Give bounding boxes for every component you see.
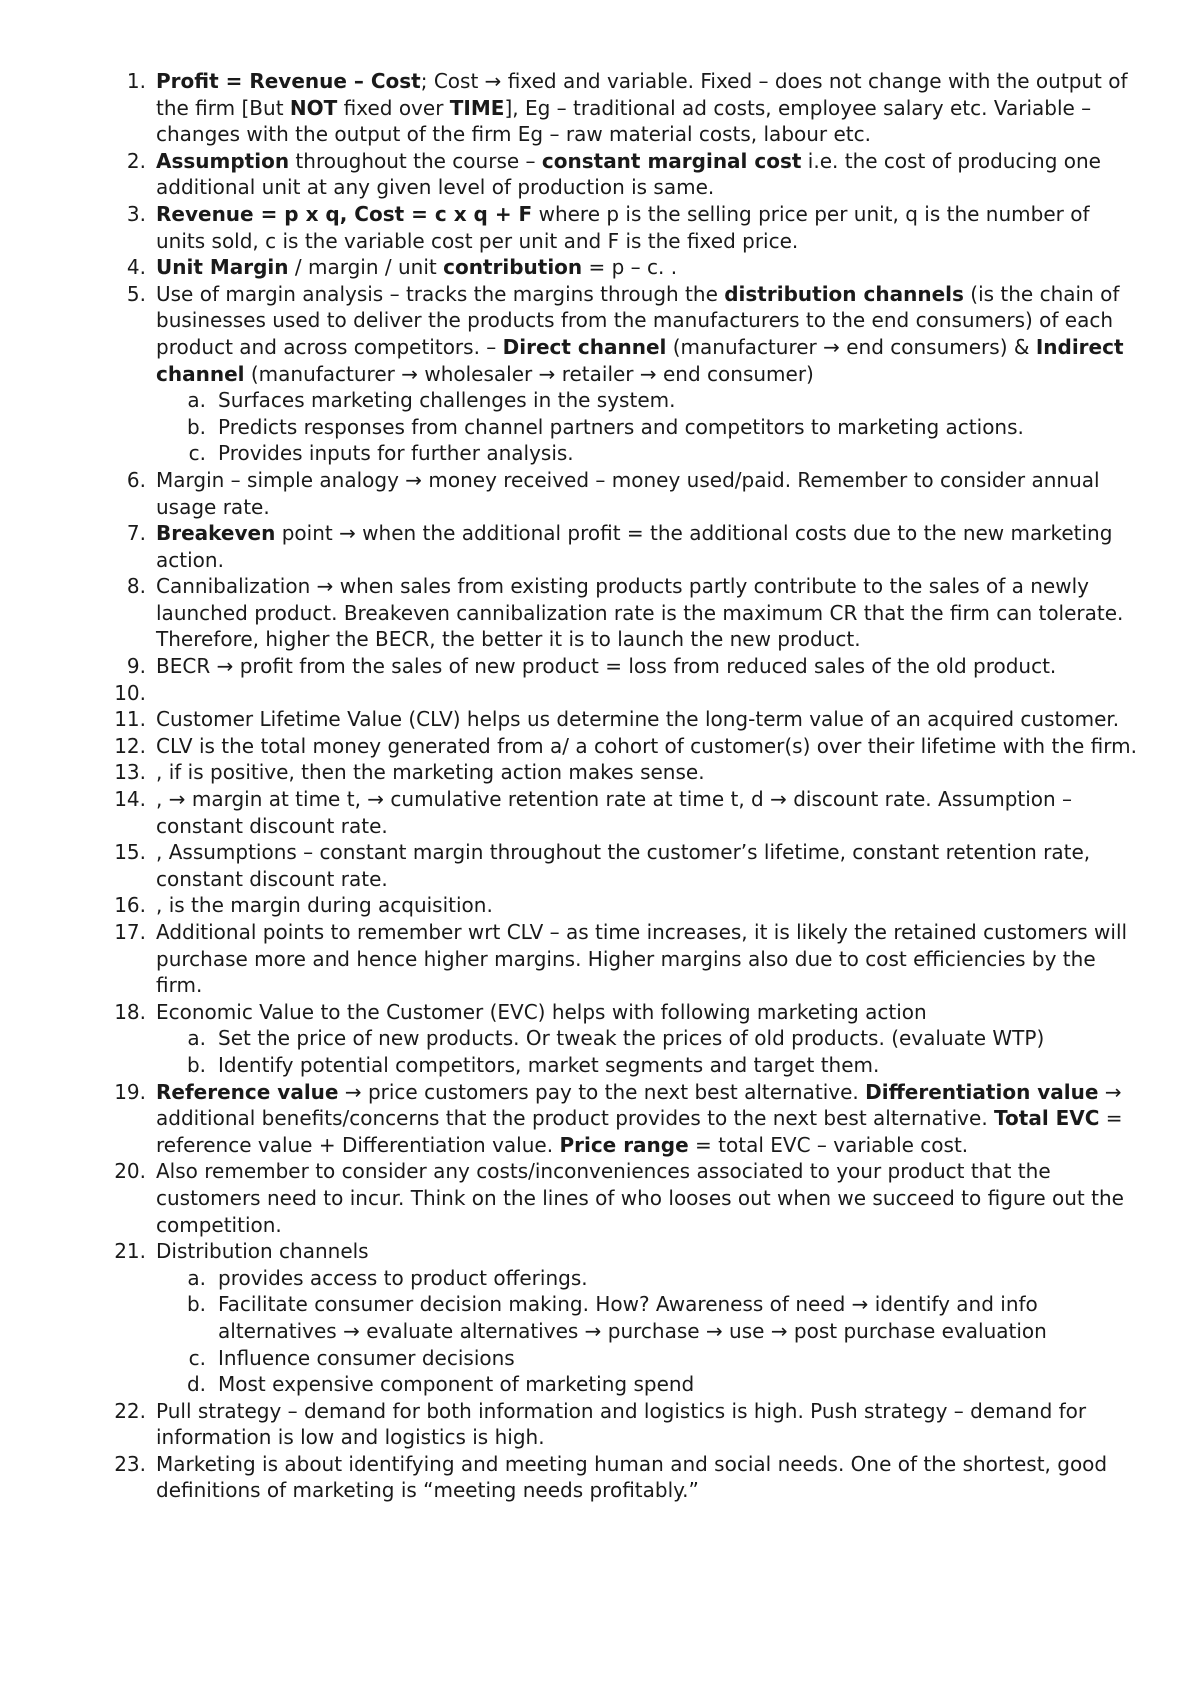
list-item [100, 148, 1140, 201]
list-item [100, 733, 1140, 760]
list-item [100, 653, 1140, 680]
sub-item-letter: c. [188, 1345, 206, 1370]
item-number: 14. [114, 787, 146, 812]
text-segment: , → margin at time t, → cumulative retention rate at time t, d → discount rate. Assumption – constant discount rate. [156, 787, 1073, 838]
list-item [100, 1398, 1140, 1451]
sub-item-text: Set the price of new products. Or tweak the prices of old products. (evaluate WTP) [218, 1026, 1045, 1051]
list-item [100, 680, 1140, 707]
text-segment: Margin – simple analogy → money received – money used/paid. Remember to consider annual usage rate. [156, 467, 1100, 519]
bold-term: Breakeven [156, 521, 276, 546]
sub-item [146, 1345, 1140, 1372]
list-item-row [100, 281, 1140, 387]
bold-term: Price range [559, 1132, 689, 1157]
bold-term: NOT [289, 95, 338, 120]
sub-item [146, 1052, 1140, 1079]
sub-item-text: Facilitate consumer decision making. How? Awareness of need → identify and info alternatives → evaluate alternatives → purchase → use → post purchase evaluation [218, 1292, 1047, 1343]
bold-term: distribution channels [724, 281, 964, 306]
item-number: 10. [114, 680, 146, 705]
item-number: 5. [126, 281, 146, 306]
item-text [146, 892, 1140, 919]
list-item [100, 919, 1140, 999]
item-text [146, 467, 1140, 520]
item-number: 9. [126, 654, 146, 679]
bold-term: Direct channel [502, 334, 667, 359]
list-item [100, 467, 1140, 520]
text-segment: where p is the selling price per unit, q is the number of units sold, c is the variable cost per unit and F is the fixed price. [156, 201, 1090, 253]
text-segment: ; Cost → fixed and variable. Fixed – does not change with the output of the firm [But [156, 69, 1128, 120]
list-item-row [100, 1451, 1140, 1504]
list-item-row [100, 1238, 1140, 1265]
list-item [100, 68, 1140, 148]
list-item-row [100, 68, 1140, 148]
list-item-row [100, 706, 1140, 733]
item-text [146, 573, 1140, 653]
text-segment: (manufacturer → wholesaler → retailer → end consumer) [244, 361, 814, 386]
text-segment: , if is positive, then the marketing action makes sense. [156, 760, 705, 785]
bold-term: Unit Margin [156, 255, 289, 280]
list-item [100, 999, 1140, 1079]
sub-item-text: Most expensive component of marketing spend [218, 1372, 695, 1397]
sub-item-letter: b. [186, 1052, 206, 1077]
item-text [146, 1158, 1140, 1238]
item-number: 2. [126, 148, 146, 173]
sub-item-letter: a. [187, 1265, 206, 1290]
text-segment: ], Eg – traditional ad costs, employee salary etc. Variable – changes with the output of the firm Eg – raw material costs, labour etc. [156, 95, 1092, 147]
sub-item-text: Surfaces marketing challenges in the system. [218, 388, 676, 413]
sub-item [146, 1025, 1140, 1052]
sub-item-letter: c. [188, 441, 206, 466]
sub-item-letter: d. [186, 1372, 206, 1397]
sub-item-text: Identify potential competitors, market segments and target them. [218, 1052, 880, 1077]
item-number: 16. [114, 893, 146, 918]
item-number: 22. [114, 1398, 146, 1423]
text-segment: (manufacturer → end consumers) & [666, 334, 1036, 359]
list-item [100, 706, 1140, 733]
text-segment: Additional points to remember wrt CLV – as time increases, it is likely the retained customers will purchase more and hence higher margins. Higher margins also due to cost efficiencies by the firm. [156, 920, 1128, 998]
list-item-row [100, 201, 1140, 254]
list-item-row [100, 919, 1140, 999]
item-text [146, 706, 1140, 733]
text-segment: throughout the course – [289, 148, 542, 173]
bold-term: Reference value [156, 1079, 339, 1104]
list-item [100, 1238, 1140, 1398]
list-item [100, 786, 1140, 839]
item-text [146, 653, 1140, 680]
list-item-row [100, 1398, 1140, 1451]
item-text [146, 520, 1140, 573]
item-number: 4. [126, 255, 146, 280]
text-segment: point → when the additional profit = the additional costs due to the new marketing action. [156, 521, 1113, 572]
text-segment: Distribution channels [156, 1239, 369, 1264]
text-segment: = p – c. . [582, 255, 678, 280]
item-number: 18. [114, 999, 146, 1024]
item-number: 8. [126, 574, 146, 599]
text-segment: → additional benefits/concerns that the product provides to the next best alternative. [156, 1079, 1122, 1131]
item-text [146, 786, 1140, 839]
list-item [100, 1451, 1140, 1504]
list-item [100, 520, 1140, 573]
text-segment: = reference value + Differentiation value. [156, 1106, 1123, 1157]
item-number: 23. [114, 1451, 146, 1476]
text-segment: Economic Value to the Customer (EVC) helps with following marketing action [156, 999, 927, 1024]
list-item-row [100, 1079, 1140, 1159]
text-segment: Cannibalization → when sales from existing products partly contribute to the sales of a newly launched product. Breakeven cannibalization rate is the maximum CR that the firm can tolerate. Therefore, higher the BECR, the better it is to launch the new product. [156, 574, 1124, 652]
item-text [146, 839, 1140, 892]
sub-item [146, 1291, 1140, 1344]
item-number: 3. [126, 201, 146, 226]
list-item-row [100, 733, 1140, 760]
list-item [100, 201, 1140, 254]
text-segment: BECR → profit from the sales of new product = loss from reduced sales of the old product. [156, 654, 1057, 679]
item-text [146, 733, 1140, 760]
item-text [146, 919, 1140, 999]
item-text [146, 999, 1140, 1026]
list-item [100, 573, 1140, 653]
bold-term: TIME [449, 95, 505, 120]
item-number: 17. [114, 920, 146, 944]
sub-item-text: Influence consumer decisions [218, 1345, 515, 1370]
item-text [146, 759, 1140, 786]
list-item [100, 254, 1140, 281]
bold-term: Total EVC [994, 1106, 1100, 1131]
item-text [146, 68, 1140, 148]
list-item-row [100, 1158, 1140, 1238]
sub-item-text: Provides inputs for further analysis. [218, 441, 574, 466]
list-item-row [100, 573, 1140, 653]
item-number: 11. [114, 707, 146, 732]
item-text [146, 1451, 1140, 1504]
list-item-row [100, 759, 1140, 786]
list-item-row [100, 999, 1140, 1026]
list-item [100, 1079, 1140, 1159]
item-text [146, 1398, 1140, 1451]
text-segment: , Assumptions – constant margin throughout the customer’s lifetime, constant retention rate, constant discount rate. [156, 840, 1091, 891]
list-item-row [100, 520, 1140, 573]
item-number: 7. [126, 521, 146, 546]
text-segment: = total EVC – variable cost. [688, 1132, 969, 1157]
sub-item-letter: b. [186, 1292, 206, 1317]
sub-item [146, 414, 1140, 441]
sub-item-letter: a. [187, 388, 206, 413]
item-number: 19. [114, 1079, 146, 1104]
sub-item-letter: b. [186, 414, 206, 439]
list-item [100, 759, 1140, 786]
item-text [146, 281, 1140, 387]
text-segment: / margin / unit [288, 255, 444, 280]
list-item [100, 839, 1140, 892]
sub-item [146, 440, 1140, 467]
list-item-row [100, 467, 1140, 520]
bold-term: Differentiation value [865, 1079, 1099, 1104]
notes-list [100, 68, 1140, 1504]
text-segment: Use of margin analysis – tracks the margins through the [156, 281, 725, 306]
text-segment: , is the margin during acquisition. [156, 893, 493, 918]
list-item-row [100, 839, 1140, 892]
list-item-row [100, 653, 1140, 680]
item-number: 20. [114, 1159, 146, 1184]
item-number: 1. [126, 69, 146, 93]
list-item-row [100, 680, 1140, 707]
bold-term: contribution [443, 255, 583, 280]
bold-term: Profit = Revenue – Cost [156, 69, 421, 93]
list-item [100, 892, 1140, 919]
list-item-row [100, 892, 1140, 919]
item-number: 15. [114, 840, 146, 865]
sub-item-text: provides access to product offerings. [218, 1265, 588, 1290]
bold-term: Assumption [156, 148, 290, 173]
bold-term: Indirect channel [156, 334, 1124, 386]
text-segment: Customer Lifetime Value (CLV) helps us determine the long-term value of an acquired customer. [156, 707, 1120, 732]
sub-item-letter: a. [187, 1026, 206, 1051]
item-number: 13. [114, 760, 146, 785]
text-segment: fixed over [337, 95, 450, 120]
text-segment: CLV is the total money generated from a/ a cohort of customer(s) over their lifetime with the firm. [156, 733, 1137, 758]
text-segment: Marketing is about identifying and meeting human and social needs. One of the shortest, good definitions of marketing is “meeting needs profitably.” [156, 1451, 1108, 1503]
item-number: 12. [114, 733, 146, 758]
item-text [146, 1079, 1140, 1159]
bold-term: Revenue = p x q, Cost = c x q + F [156, 201, 533, 226]
list-item [100, 1158, 1140, 1238]
item-text [146, 254, 1140, 281]
list-item-row [100, 148, 1140, 201]
sub-item [146, 387, 1140, 414]
text-segment: Pull strategy – demand for both information and logistics is high. Push strategy – demand for information is low and logistics is high. [156, 1398, 1087, 1450]
list-item-row [100, 786, 1140, 839]
item-text [146, 1238, 1140, 1265]
text-segment: (is the chain of businesses used to deliver the products from the manufacturers to the end consumers) of each product and across competitors. – [156, 281, 1120, 359]
item-text [146, 148, 1140, 201]
item-number: 21. [114, 1239, 146, 1264]
sub-item-text: Predicts responses from channel partners and competitors to marketing actions. [218, 414, 1024, 439]
item-text [146, 201, 1140, 254]
list-item-row [100, 254, 1140, 281]
sub-item [146, 1265, 1140, 1292]
text-segment: i.e. the cost of producing one additional unit at any given level of production is same. [156, 148, 1101, 200]
bold-term: constant marginal cost [541, 148, 802, 173]
sub-item [146, 1371, 1140, 1398]
text-segment: Also remember to consider any costs/inconveniences associated to your product that the customers need to incur. Think on the lines of who looses out when we succeed to figure out the competition. [156, 1159, 1124, 1237]
text-segment: → price customers pay to the next best alternative. [338, 1079, 866, 1104]
list-item [100, 281, 1140, 467]
item-number: 6. [126, 467, 146, 492]
